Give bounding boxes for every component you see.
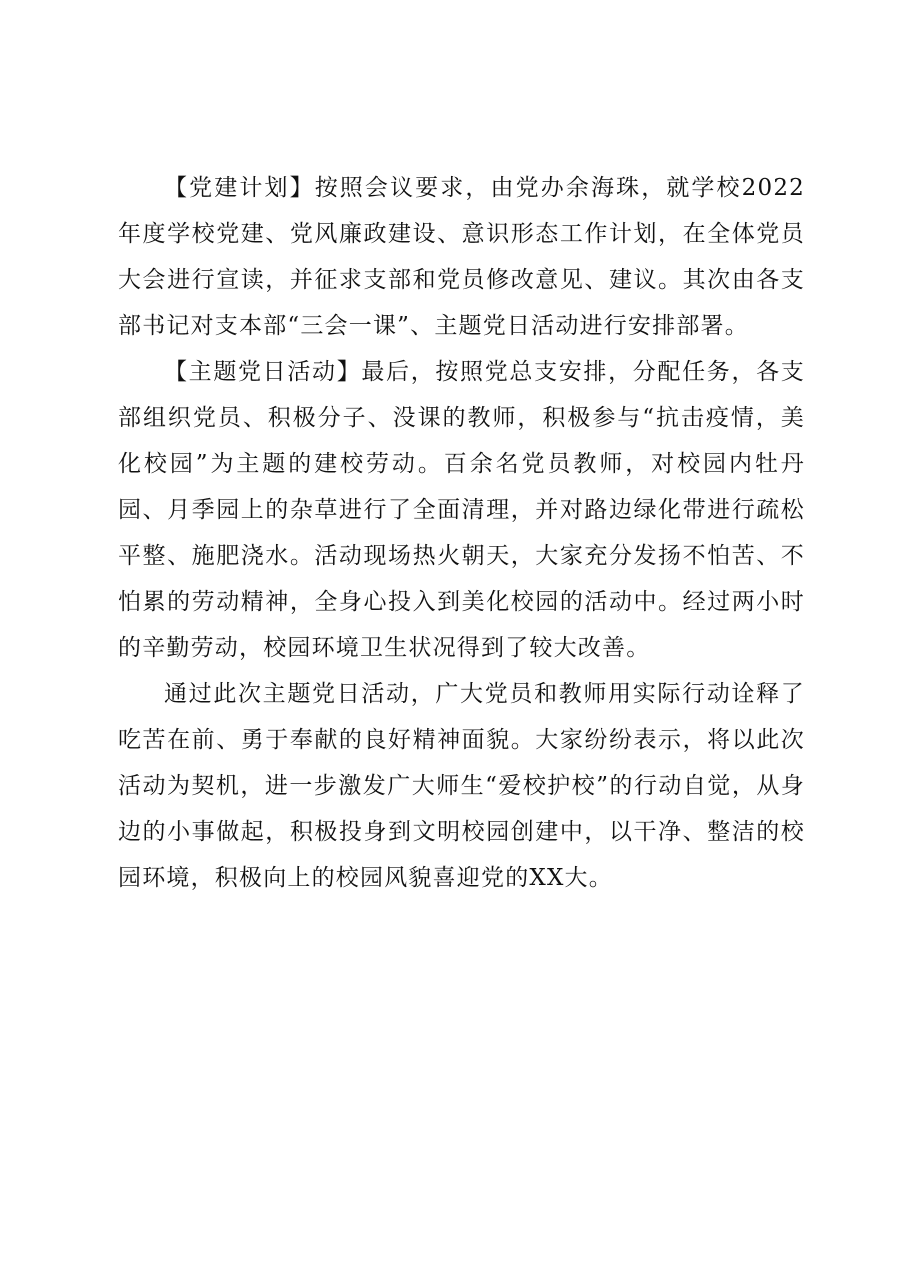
document-body — [118, 165, 805, 901]
paragraph-party-building-plan: 【党建计划】按照会议要求，由党办余海珠，就学校2022年度学校党建、党风廉政建设、意识形态工作计划，在全体党员大会进行宣读，并征求支部和党员修改意见、建议。其次由各支部书记对支本部“三会一课”、主题党日活动进行安排部署。 — [118, 175, 805, 339]
paragraph-conclusion: 通过此次主题党日活动，广大党员和教师用实际行动诠释了吃苦在前、勇于奉献的良好精神面貌。大家纷纷表示，将以此次活动为契机，进一步激发广大师生“爱校护校”的行动自觉，从身边的小事做起，积极投身到文明校园创建中，以干净、整洁的校园环境，积极向上的校园风貌喜迎党的XX大。 — [118, 681, 805, 891]
paragraph-theme-party-day-activity: 【主题党日活动】最后，按照党总支安排，分配任务，各支部组织党员、积极分子、没课的教师，积极参与“抗击疫情，美化校园”为主题的建校劳动。百余名党员教师，对校园内牡丹园、月季园上的杂草进行了全面清理，并对路边绿化带进行疏松平整、施肥浇水。活动现场热火朝天，大家充分发扬不怕苦、不怕累的劳动精神，全身心投入到美化校园的活动中。经过两小时的辛勤劳动，校园环境卫生状况得到了较大改善。 — [118, 359, 805, 661]
